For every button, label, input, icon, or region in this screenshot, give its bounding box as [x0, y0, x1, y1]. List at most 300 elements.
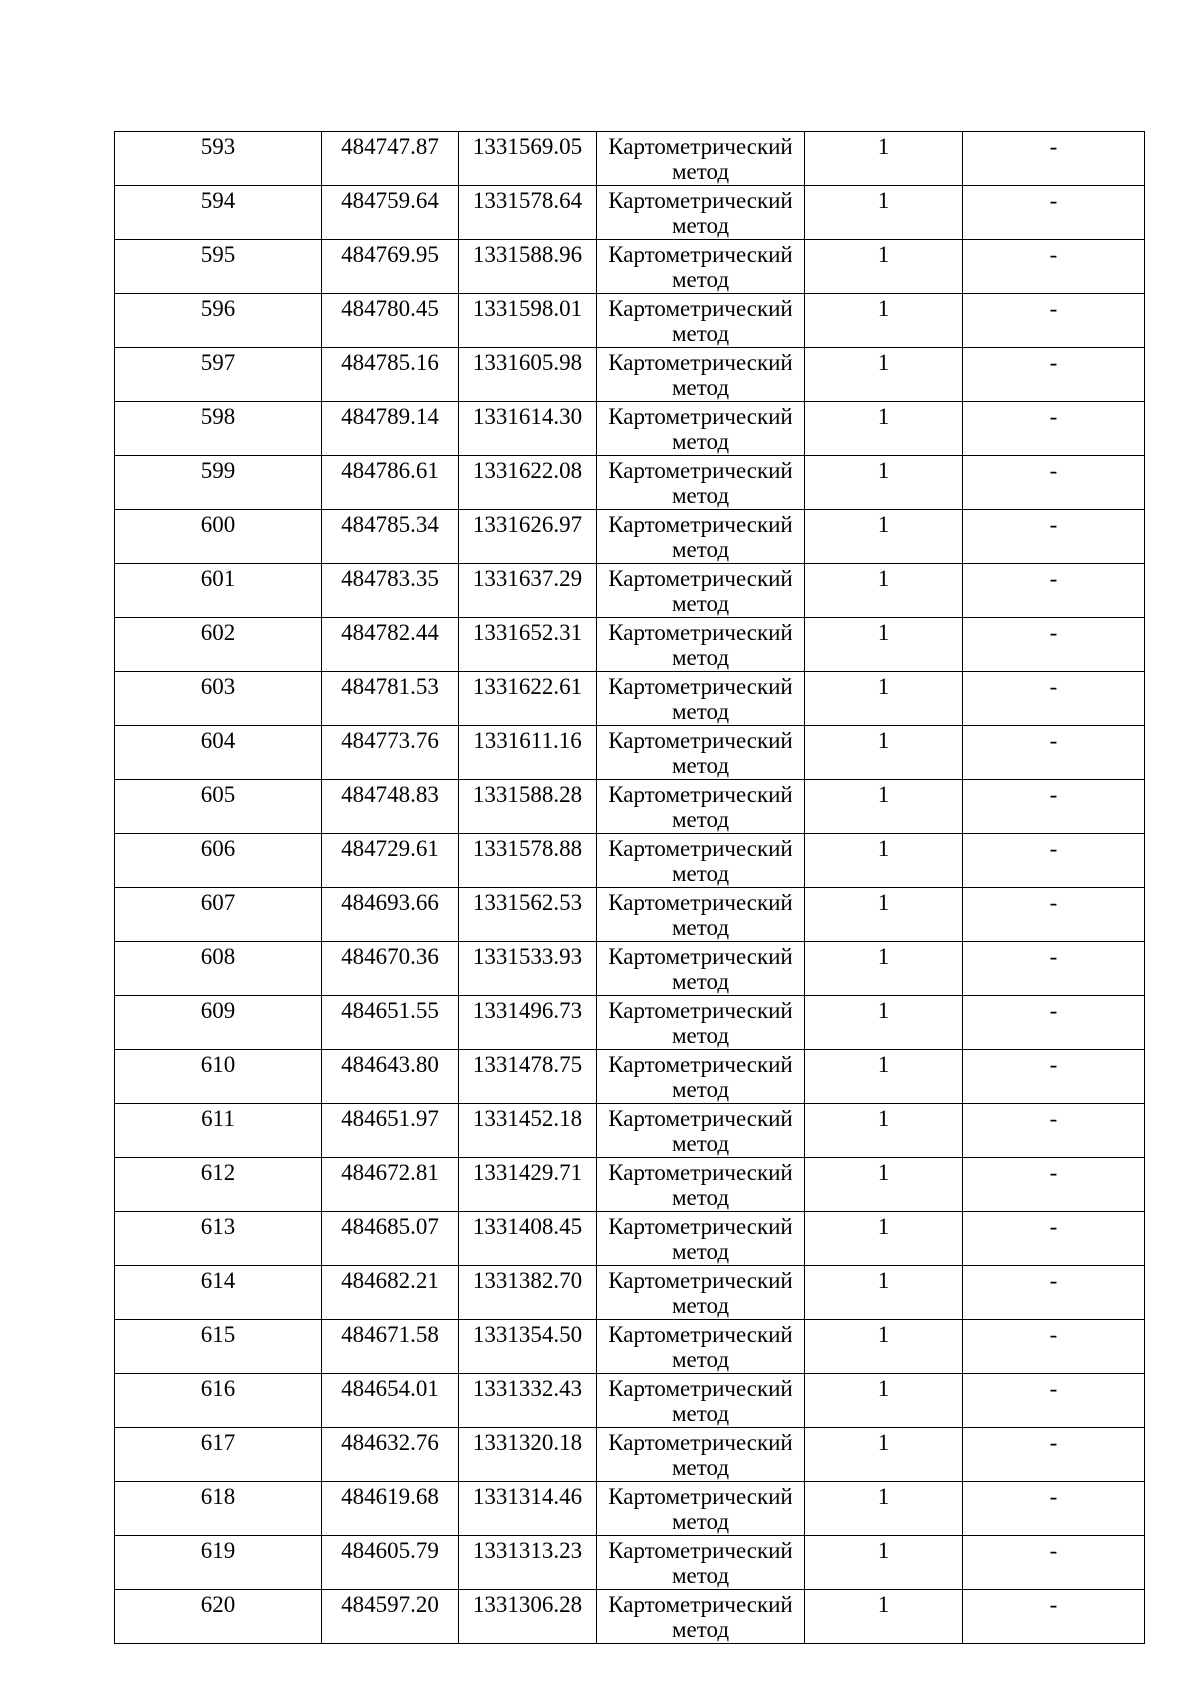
x-coordinate: 484632.76: [341, 1430, 439, 1455]
point-number: 604: [200, 728, 236, 753]
point-number: 593: [200, 134, 236, 159]
note-value: -: [1049, 458, 1058, 483]
precision-value: 1: [877, 512, 890, 537]
note-cell: [963, 1428, 1145, 1482]
precision-value: 1: [877, 728, 890, 753]
note-cell: [963, 456, 1145, 510]
point-number-cell: [115, 996, 322, 1050]
note-cell: [963, 1482, 1145, 1536]
y-coordinate: 1331496.73: [472, 998, 583, 1023]
y-coordinate: 1331408.45: [472, 1214, 583, 1239]
point-number-cell: [115, 510, 322, 564]
point-number-cell: [115, 1428, 322, 1482]
note-value: -: [1049, 188, 1058, 213]
method-cell: [597, 1428, 805, 1482]
table-row: [115, 618, 1145, 672]
y-coordinate: 1331614.30: [472, 404, 583, 429]
precision-value: 1: [877, 782, 890, 807]
method-cell: [597, 1590, 805, 1644]
x-coordinate-cell: [322, 1320, 459, 1374]
point-number: 607: [200, 890, 236, 915]
x-coordinate: 484785.34: [341, 512, 439, 537]
method-line-1: Картометрический: [608, 1268, 793, 1293]
point-number-cell: [115, 942, 322, 996]
note-value: -: [1049, 944, 1058, 969]
precision-value: 1: [877, 1592, 890, 1617]
method-cell: [597, 456, 805, 510]
precision-cell: [805, 510, 963, 564]
table-row: [115, 1212, 1145, 1266]
point-number-cell: [115, 1266, 322, 1320]
point-number: 612: [200, 1160, 236, 1185]
y-coordinate: 1331569.05: [472, 134, 583, 159]
method-line-2: метод: [671, 213, 730, 238]
method-line-2: метод: [671, 1401, 730, 1426]
point-number: 617: [200, 1430, 236, 1455]
point-number-cell: [115, 672, 322, 726]
note-cell: [963, 996, 1145, 1050]
method-line-2: метод: [671, 267, 730, 292]
x-coordinate: 484670.36: [341, 944, 439, 969]
x-coordinate-cell: [322, 132, 459, 186]
point-number: 615: [200, 1322, 236, 1347]
method-line-1: Картометрический: [608, 1052, 793, 1077]
method-line-1: Картометрический: [608, 1322, 793, 1347]
x-coordinate-cell: [322, 888, 459, 942]
y-coordinate-cell: [459, 618, 597, 672]
x-coordinate-cell: [322, 1104, 459, 1158]
table-row: [115, 1536, 1145, 1590]
method-line-1: Картометрический: [608, 458, 793, 483]
y-coordinate: 1331637.29: [472, 566, 583, 591]
point-number: 594: [200, 188, 236, 213]
precision-cell: [805, 1050, 963, 1104]
x-coordinate-cell: [322, 348, 459, 402]
method-cell: [597, 186, 805, 240]
note-value: -: [1049, 1322, 1058, 1347]
table-row: [115, 1428, 1145, 1482]
precision-value: 1: [877, 998, 890, 1023]
method-line-2: метод: [671, 591, 730, 616]
table-row: [115, 564, 1145, 618]
point-number: 606: [200, 836, 236, 861]
note-value: -: [1049, 1538, 1058, 1563]
y-coordinate-cell: [459, 510, 597, 564]
precision-cell: [805, 780, 963, 834]
note-value: -: [1049, 1268, 1058, 1293]
method-cell: [597, 402, 805, 456]
x-coordinate: 484693.66: [341, 890, 439, 915]
point-number-cell: [115, 348, 322, 402]
method-line-2: метод: [671, 645, 730, 670]
point-number-cell: [115, 1374, 322, 1428]
y-coordinate-cell: [459, 1428, 597, 1482]
x-coordinate-cell: [322, 780, 459, 834]
method-line-2: метод: [671, 1023, 730, 1048]
method-line-1: Картометрический: [608, 1484, 793, 1509]
method-line-1: Картометрический: [608, 404, 793, 429]
method-line-2: метод: [671, 1617, 730, 1642]
method-cell: [597, 294, 805, 348]
y-coordinate: 1331605.98: [472, 350, 583, 375]
x-coordinate: 484785.16: [341, 350, 439, 375]
note-value: -: [1049, 404, 1058, 429]
x-coordinate: 484729.61: [341, 836, 439, 861]
note-value: -: [1049, 1592, 1058, 1617]
point-number-cell: [115, 780, 322, 834]
point-number: 600: [200, 512, 236, 537]
y-coordinate-cell: [459, 1536, 597, 1590]
table-row: [115, 1050, 1145, 1104]
precision-value: 1: [877, 188, 890, 213]
x-coordinate: 484780.45: [341, 296, 439, 321]
method-line-2: метод: [671, 807, 730, 832]
note-cell: [963, 1158, 1145, 1212]
method-line-2: метод: [671, 375, 730, 400]
note-cell: [963, 348, 1145, 402]
x-coordinate: 484654.01: [341, 1376, 439, 1401]
point-number-cell: [115, 294, 322, 348]
x-coordinate: 484685.07: [341, 1214, 439, 1239]
method-line-1: Картометрический: [608, 782, 793, 807]
y-coordinate-cell: [459, 348, 597, 402]
note-cell: [963, 1104, 1145, 1158]
y-coordinate-cell: [459, 132, 597, 186]
note-cell: [963, 402, 1145, 456]
x-coordinate-cell: [322, 1428, 459, 1482]
method-cell: [597, 240, 805, 294]
method-line-2: метод: [671, 915, 730, 940]
precision-value: 1: [877, 674, 890, 699]
precision-value: 1: [877, 620, 890, 645]
x-coordinate-cell: [322, 1158, 459, 1212]
x-coordinate: 484671.58: [341, 1322, 439, 1347]
note-cell: [963, 672, 1145, 726]
method-cell: [597, 1158, 805, 1212]
y-coordinate: 1331382.70: [472, 1268, 583, 1293]
note-cell: [963, 1590, 1145, 1644]
y-coordinate-cell: [459, 402, 597, 456]
table-row: [115, 672, 1145, 726]
note-cell: [963, 780, 1145, 834]
method-cell: [597, 1266, 805, 1320]
note-value: -: [1049, 1160, 1058, 1185]
y-coordinate-cell: [459, 1050, 597, 1104]
y-coordinate-cell: [459, 240, 597, 294]
note-cell: [963, 1266, 1145, 1320]
method-line-2: метод: [671, 1185, 730, 1210]
note-cell: [963, 132, 1145, 186]
method-line-2: метод: [671, 753, 730, 778]
point-number: 610: [200, 1052, 236, 1077]
y-coordinate: 1331306.28: [472, 1592, 583, 1617]
precision-value: 1: [877, 890, 890, 915]
point-number-cell: [115, 1212, 322, 1266]
point-number-cell: [115, 618, 322, 672]
y-coordinate: 1331429.71: [472, 1160, 583, 1185]
y-coordinate-cell: [459, 1482, 597, 1536]
note-value: -: [1049, 1106, 1058, 1131]
y-coordinate-cell: [459, 1266, 597, 1320]
precision-value: 1: [877, 1214, 890, 1239]
method-cell: [597, 132, 805, 186]
x-coordinate: 484759.64: [341, 188, 439, 213]
note-value: -: [1049, 620, 1058, 645]
precision-cell: [805, 1212, 963, 1266]
point-number: 601: [200, 566, 236, 591]
point-number-cell: [115, 186, 322, 240]
table-row: [115, 294, 1145, 348]
y-coordinate-cell: [459, 564, 597, 618]
method-cell: [597, 1482, 805, 1536]
precision-cell: [805, 618, 963, 672]
method-cell: [597, 348, 805, 402]
method-cell: [597, 726, 805, 780]
x-coordinate: 484672.81: [341, 1160, 439, 1185]
method-line-1: Картометрический: [608, 674, 793, 699]
method-line-1: Картометрический: [608, 566, 793, 591]
table-row: [115, 888, 1145, 942]
method-line-2: метод: [671, 861, 730, 886]
y-coordinate-cell: [459, 1158, 597, 1212]
method-line-1: Картометрический: [608, 350, 793, 375]
note-cell: [963, 618, 1145, 672]
table-row: [115, 456, 1145, 510]
x-coordinate: 484786.61: [341, 458, 439, 483]
method-line-1: Картометрический: [608, 296, 793, 321]
precision-value: 1: [877, 1268, 890, 1293]
x-coordinate: 484789.14: [341, 404, 439, 429]
method-line-2: метод: [671, 1455, 730, 1480]
table-row: [115, 348, 1145, 402]
precision-cell: [805, 1104, 963, 1158]
note-cell: [963, 240, 1145, 294]
method-cell: [597, 1320, 805, 1374]
point-number-cell: [115, 1320, 322, 1374]
x-coordinate-cell: [322, 834, 459, 888]
x-coordinate: 484682.21: [341, 1268, 439, 1293]
table-row: [115, 1266, 1145, 1320]
precision-value: 1: [877, 1430, 890, 1455]
y-coordinate-cell: [459, 888, 597, 942]
table-row: [115, 1320, 1145, 1374]
table-row: [115, 834, 1145, 888]
x-coordinate-cell: [322, 294, 459, 348]
method-line-1: Картометрический: [608, 836, 793, 861]
coordinates-table: [114, 131, 1145, 1644]
method-line-2: метод: [671, 537, 730, 562]
point-number-cell: [115, 1158, 322, 1212]
point-number: 598: [200, 404, 236, 429]
note-value: -: [1049, 1430, 1058, 1455]
x-coordinate-cell: [322, 942, 459, 996]
precision-cell: [805, 132, 963, 186]
y-coordinate: 1331598.01: [472, 296, 583, 321]
y-coordinate: 1331588.96: [472, 242, 583, 267]
x-coordinate-cell: [322, 1266, 459, 1320]
y-coordinate-cell: [459, 780, 597, 834]
precision-cell: [805, 456, 963, 510]
precision-cell: [805, 1590, 963, 1644]
y-coordinate-cell: [459, 1374, 597, 1428]
precision-value: 1: [877, 1484, 890, 1509]
method-line-1: Картометрический: [608, 242, 793, 267]
method-line-1: Картометрический: [608, 1214, 793, 1239]
note-value: -: [1049, 350, 1058, 375]
y-coordinate-cell: [459, 726, 597, 780]
method-line-1: Картометрический: [608, 998, 793, 1023]
point-number-cell: [115, 1050, 322, 1104]
note-value: -: [1049, 782, 1058, 807]
y-coordinate: 1331611.16: [473, 728, 582, 753]
note-value: -: [1049, 674, 1058, 699]
precision-cell: [805, 186, 963, 240]
method-line-1: Картометрический: [608, 890, 793, 915]
y-coordinate: 1331478.75: [472, 1052, 583, 1077]
precision-cell: [805, 402, 963, 456]
x-coordinate: 484651.97: [341, 1106, 439, 1131]
point-number-cell: [115, 888, 322, 942]
note-cell: [963, 294, 1145, 348]
y-coordinate: 1331332.43: [472, 1376, 583, 1401]
method-line-1: Картометрический: [608, 1376, 793, 1401]
table-row: [115, 1482, 1145, 1536]
x-coordinate: 484748.83: [341, 782, 439, 807]
method-line-1: Картометрический: [608, 1106, 793, 1131]
y-coordinate: 1331588.28: [472, 782, 583, 807]
method-line-1: Картометрический: [608, 1592, 793, 1617]
precision-value: 1: [877, 836, 890, 861]
x-coordinate-cell: [322, 1536, 459, 1590]
method-line-2: метод: [671, 483, 730, 508]
precision-cell: [805, 564, 963, 618]
method-line-1: Картометрический: [608, 1160, 793, 1185]
y-coordinate: 1331533.93: [472, 944, 583, 969]
x-coordinate-cell: [322, 996, 459, 1050]
x-coordinate: 484782.44: [341, 620, 439, 645]
precision-value: 1: [877, 404, 890, 429]
method-line-2: метод: [671, 429, 730, 454]
precision-value: 1: [877, 944, 890, 969]
point-number: 599: [200, 458, 236, 483]
y-coordinate-cell: [459, 186, 597, 240]
method-line-2: метод: [671, 321, 730, 346]
x-coordinate: 484651.55: [341, 998, 439, 1023]
point-number: 602: [200, 620, 236, 645]
x-coordinate: 484781.53: [341, 674, 439, 699]
precision-cell: [805, 1374, 963, 1428]
point-number-cell: [115, 564, 322, 618]
table-row: [115, 402, 1145, 456]
point-number-cell: [115, 726, 322, 780]
precision-cell: [805, 1536, 963, 1590]
x-coordinate-cell: [322, 456, 459, 510]
precision-cell: [805, 672, 963, 726]
point-number: 620: [200, 1592, 236, 1617]
method-line-2: метод: [671, 1239, 730, 1264]
table-row: [115, 1374, 1145, 1428]
method-cell: [597, 1374, 805, 1428]
y-coordinate: 1331320.18: [472, 1430, 583, 1455]
note-cell: [963, 942, 1145, 996]
method-cell: [597, 1212, 805, 1266]
precision-value: 1: [877, 458, 890, 483]
x-coordinate: 484597.20: [341, 1592, 439, 1617]
precision-cell: [805, 942, 963, 996]
point-number: 613: [200, 1214, 236, 1239]
table-row: [115, 996, 1145, 1050]
note-value: -: [1049, 1052, 1058, 1077]
y-coordinate-cell: [459, 1590, 597, 1644]
y-coordinate: 1331622.08: [472, 458, 583, 483]
x-coordinate-cell: [322, 726, 459, 780]
point-number: 614: [200, 1268, 236, 1293]
y-coordinate-cell: [459, 672, 597, 726]
y-coordinate-cell: [459, 456, 597, 510]
point-number-cell: [115, 132, 322, 186]
note-value: -: [1049, 566, 1058, 591]
precision-cell: [805, 240, 963, 294]
method-line-1: Картометрический: [608, 188, 793, 213]
y-coordinate: 1331652.31: [472, 620, 583, 645]
precision-cell: [805, 1482, 963, 1536]
method-line-1: Картометрический: [608, 1538, 793, 1563]
method-line-2: метод: [671, 1509, 730, 1534]
table-row: [115, 942, 1145, 996]
point-number: 597: [200, 350, 236, 375]
table-row: [115, 132, 1145, 186]
y-coordinate-cell: [459, 1212, 597, 1266]
y-coordinate: 1331626.97: [472, 512, 583, 537]
note-cell: [963, 1212, 1145, 1266]
note-value: -: [1049, 1484, 1058, 1509]
precision-value: 1: [877, 1106, 890, 1131]
precision-value: 1: [877, 566, 890, 591]
method-line-1: Картометрический: [608, 512, 793, 537]
point-number: 603: [200, 674, 236, 699]
y-coordinate: 1331578.64: [472, 188, 583, 213]
note-cell: [963, 834, 1145, 888]
method-cell: [597, 672, 805, 726]
point-number: 596: [200, 296, 236, 321]
x-coordinate-cell: [322, 186, 459, 240]
point-number: 611: [201, 1106, 235, 1131]
x-coordinate-cell: [322, 672, 459, 726]
method-cell: [597, 1104, 805, 1158]
point-number-cell: [115, 1104, 322, 1158]
table-row: [115, 186, 1145, 240]
method-line-2: метод: [671, 159, 730, 184]
table-row: [115, 1104, 1145, 1158]
method-cell: [597, 564, 805, 618]
x-coordinate: 484773.76: [341, 728, 439, 753]
method-line-1: Картометрический: [608, 620, 793, 645]
method-line-1: Картометрический: [608, 1430, 793, 1455]
x-coordinate: 484769.95: [341, 242, 439, 267]
point-number-cell: [115, 1482, 322, 1536]
precision-cell: [805, 996, 963, 1050]
method-cell: [597, 1536, 805, 1590]
y-coordinate-cell: [459, 294, 597, 348]
table-row: [115, 780, 1145, 834]
note-value: -: [1049, 1214, 1058, 1239]
note-cell: [963, 1536, 1145, 1590]
precision-cell: [805, 294, 963, 348]
point-number-cell: [115, 240, 322, 294]
note-value: -: [1049, 134, 1058, 159]
x-coordinate-cell: [322, 1212, 459, 1266]
y-coordinate-cell: [459, 834, 597, 888]
